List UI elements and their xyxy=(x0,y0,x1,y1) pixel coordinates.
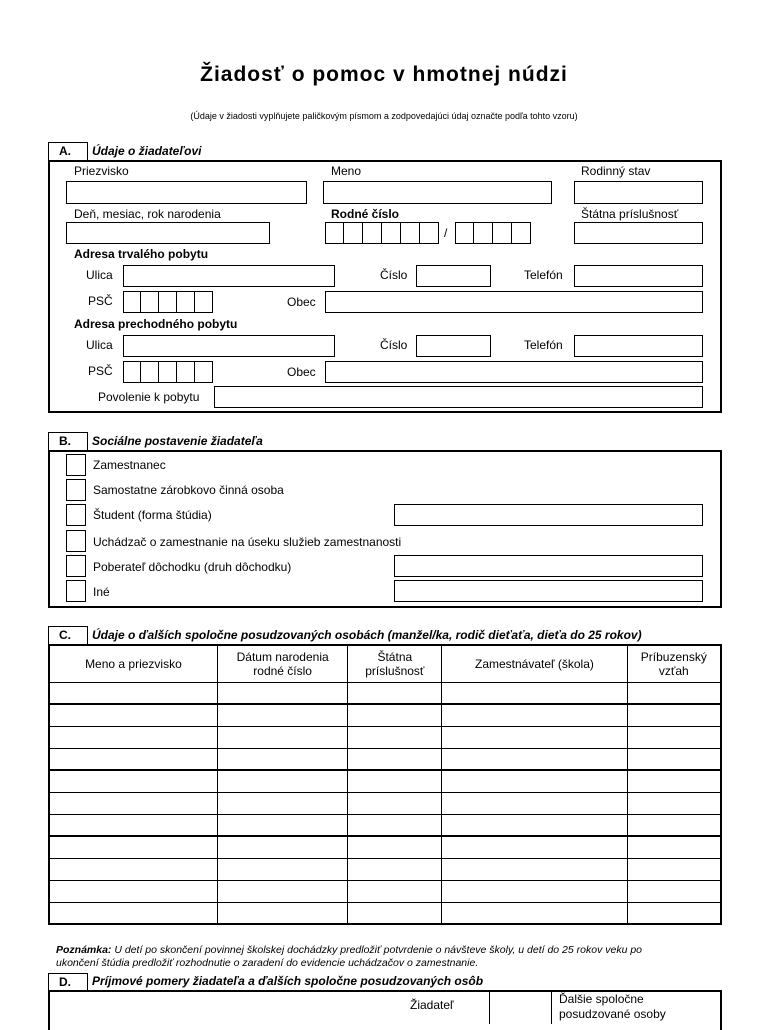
label-cislo-trvaly: Číslo xyxy=(380,268,408,282)
label-obec-trvaly: Obec xyxy=(287,295,316,309)
col-datum-line1: Dátum narodenia xyxy=(236,649,329,664)
note-line1: U detí po skončení povinnej školskej dochádzky predložiť potvrdenie o návšteve školy, u detí do 25 rokov veku po xyxy=(111,944,643,956)
col-vztah-line2: vzťah xyxy=(658,663,689,678)
section-a-tab xyxy=(48,142,88,162)
section-b-heading: Sociálne postavenie žiadateľa xyxy=(92,434,263,448)
col-statna-prislusnost xyxy=(348,645,442,682)
table-row[interactable] xyxy=(49,836,721,858)
label-obec-prechodny: Obec xyxy=(287,365,316,379)
section-c-heading: Údaje o ďalších spoločne posudzovaných osobách (manžel/ka, rodič dieťaťa, dieťa do 25 rokov) xyxy=(92,628,642,642)
table-row[interactable] xyxy=(49,792,721,814)
option-student: Študent (forma štúdia) xyxy=(93,508,212,522)
section-b-tab xyxy=(48,432,88,452)
option-zamestnanec: Zamestnanec xyxy=(93,458,166,472)
section-d-divider-1 xyxy=(489,990,490,1024)
table-row[interactable] xyxy=(49,858,721,880)
rodne-cislo-slash: / xyxy=(444,226,448,240)
rodinny-stav-field[interactable] xyxy=(574,181,703,204)
col-datum-narodenia xyxy=(217,645,348,682)
option-uchadzac: Uchádzač o zamestnanie na úseku služieb zamestnanosti xyxy=(93,535,402,549)
label-cislo-prechodny: Číslo xyxy=(380,338,408,352)
section-d-letter: D. xyxy=(59,975,71,989)
table-row[interactable] xyxy=(49,682,721,704)
psc-prechodny-field[interactable] xyxy=(123,361,213,383)
psc-trvaly-field[interactable] xyxy=(123,291,213,313)
checkbox-szco[interactable] xyxy=(66,479,86,501)
label-datum-narodenia: Deň, mesiac, rok narodenia xyxy=(74,207,221,221)
table-row[interactable] xyxy=(49,704,721,726)
section-c-tab xyxy=(48,626,88,646)
col-statna-line1: Štátna xyxy=(377,649,413,664)
option-szco: Samostatne zárobkovo činná osoba xyxy=(93,483,284,497)
label-priezvisko: Priezvisko xyxy=(74,164,129,178)
label-telefon-prechodny: Telefón xyxy=(524,338,563,352)
cislo-prechodny-field[interactable] xyxy=(416,335,491,357)
col-vztah-line1: Príbuzenský xyxy=(640,649,707,664)
meno-field[interactable] xyxy=(323,181,552,204)
table-row[interactable] xyxy=(49,902,721,924)
option-poberatel: Poberateľ dôchodku (druh dôchodku) xyxy=(93,560,292,574)
ulica-trvaly-field[interactable] xyxy=(123,265,335,287)
persons-table-header xyxy=(49,645,721,682)
ine-field[interactable] xyxy=(394,580,703,602)
col-zamestnavatel: Zamestnávateľ (škola) xyxy=(442,645,627,682)
druh-dochodku-field[interactable] xyxy=(394,555,703,577)
label-rodne-cislo: Rodné číslo xyxy=(331,207,400,221)
heading-adresa-trvaleho: Adresa trvalého pobytu xyxy=(74,247,209,261)
checkbox-uchadzac[interactable] xyxy=(66,530,86,552)
col-pribuzensky-vztah xyxy=(627,645,721,682)
col-dalsie-line1: Ďalšie spoločne xyxy=(559,992,644,1006)
table-row[interactable] xyxy=(49,726,721,748)
ulica-prechodny-field[interactable] xyxy=(123,335,335,357)
note xyxy=(56,944,642,957)
table-row[interactable] xyxy=(49,770,721,792)
page-subtitle: (Údaje v žiadosti vyplňujete paličkovým písmom a zodpovedajúci údaj označte podľa tohto vzoru) xyxy=(190,111,578,121)
option-ine: Iné xyxy=(93,585,110,599)
table-row[interactable] xyxy=(49,814,721,836)
section-c-letter: C. xyxy=(59,628,71,642)
obec-prechodny-field[interactable] xyxy=(325,361,703,383)
label-rodinny-stav: Rodinný stav xyxy=(581,164,651,178)
label-povolenie: Povolenie k pobytu xyxy=(98,390,200,404)
checkbox-student[interactable] xyxy=(66,504,86,526)
section-b-letter: B. xyxy=(59,434,71,448)
telefon-trvaly-field[interactable] xyxy=(574,265,703,287)
telefon-prechodny-field[interactable] xyxy=(574,335,703,357)
label-statna-prislusnost: Štátna príslušnosť xyxy=(581,207,679,221)
label-ulica-prechodny: Ulica xyxy=(86,338,113,352)
label-meno: Meno xyxy=(331,164,362,178)
table-row[interactable] xyxy=(49,880,721,902)
section-a-heading: Údaje o žiadateľovi xyxy=(92,144,202,158)
col-statna-line2: príslušnosť xyxy=(365,663,425,678)
rodne-cislo-part2[interactable] xyxy=(455,222,531,244)
priezvisko-field[interactable] xyxy=(66,181,307,204)
note-line2-wrap xyxy=(56,957,478,970)
col-dalsie-line2: posudzované osoby xyxy=(559,1007,666,1021)
checkbox-poberatel[interactable] xyxy=(66,555,86,577)
label-psc-trvaly: PSČ xyxy=(88,294,113,308)
heading-adresa-prechodneho: Adresa prechodného pobytu xyxy=(74,317,238,331)
cislo-trvaly-field[interactable] xyxy=(416,265,491,287)
label-telefon-trvaly: Telefón xyxy=(524,268,563,282)
obec-trvaly-field[interactable] xyxy=(325,291,703,313)
section-d-divider-2 xyxy=(551,990,552,1024)
checkbox-zamestnanec[interactable] xyxy=(66,454,86,476)
section-a-letter: A. xyxy=(59,144,71,158)
note-line2: ukončení štúdia predložiť rozhodnutie o zaradení do evidencie uchádzačov o zamestnanie. xyxy=(56,957,479,969)
table-row[interactable] xyxy=(49,748,721,770)
note-label: Poznámka: xyxy=(56,944,112,956)
col-meno-priezvisko: Meno a priezvisko xyxy=(49,645,217,682)
section-d-heading: Príjmové pomery žiadateľa a ďalších spoločne posudzovaných osôb xyxy=(92,974,484,988)
statna-prislusnost-field[interactable] xyxy=(574,222,703,244)
datum-narodenia-field[interactable] xyxy=(66,222,270,244)
col-datum-line2: rodné číslo xyxy=(253,663,312,678)
persons-table xyxy=(48,644,722,925)
povolenie-field[interactable] xyxy=(214,386,703,408)
label-ulica-trvaly: Ulica xyxy=(86,268,113,282)
col-ziadatel: Žiadateľ xyxy=(410,998,454,1012)
rodne-cislo-part1[interactable] xyxy=(325,222,439,244)
page-title: Žiadosť o pomoc v hmotnej núdzi xyxy=(200,63,568,86)
label-psc-prechodny: PSČ xyxy=(88,364,113,378)
forma-studia-field[interactable] xyxy=(394,504,703,526)
checkbox-ine[interactable] xyxy=(66,580,86,602)
